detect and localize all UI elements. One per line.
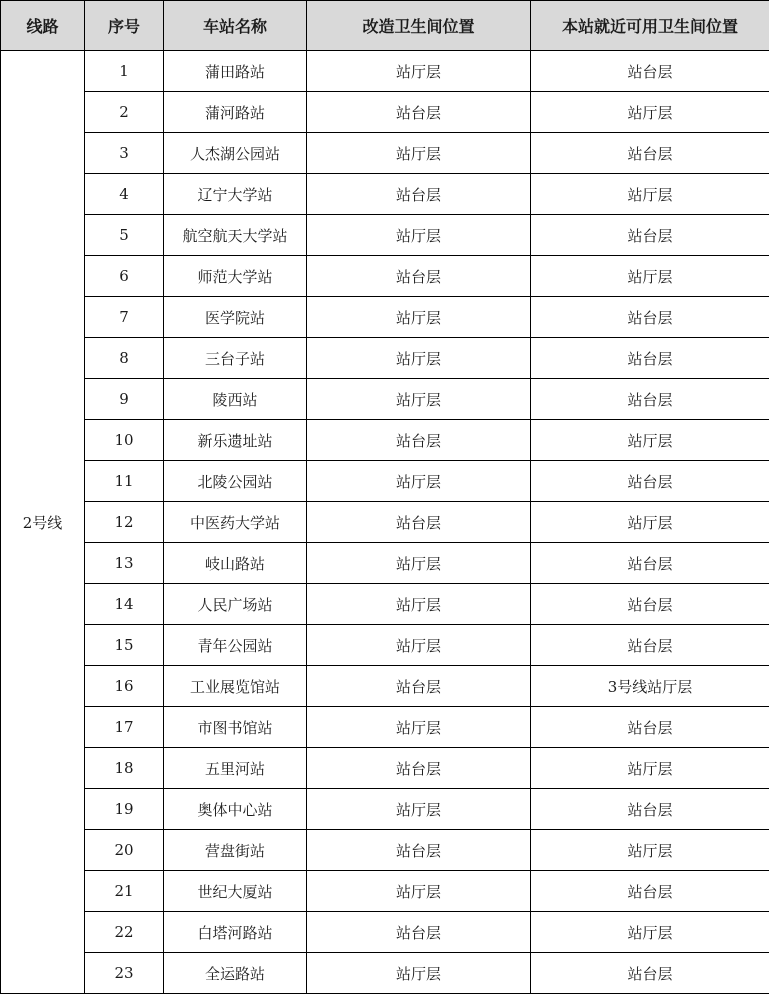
nearest-location-cell: 站台层 (531, 215, 769, 256)
station-name-cell: 岐山路站 (164, 543, 307, 584)
nearest-location-cell: 站台层 (531, 51, 769, 92)
table-row (1, 502, 769, 543)
modified-location-cell: 站厅层 (307, 789, 531, 830)
table-row (1, 51, 769, 92)
header-nearest-location: 本站就近可用卫生间位置 (531, 1, 769, 51)
modified-location-cell: 站厅层 (307, 379, 531, 420)
nearest-location-cell: 站厅层 (531, 174, 769, 215)
modified-location-cell: 站台层 (307, 256, 531, 297)
modified-location-cell: 站台层 (307, 748, 531, 789)
table-row (1, 953, 769, 994)
seq-cell: 13 (85, 543, 164, 584)
station-name-cell: 航空航天大学站 (164, 215, 307, 256)
station-name-cell: 医学院站 (164, 297, 307, 338)
nearest-location-cell: 站台层 (531, 707, 769, 748)
table-row (1, 748, 769, 789)
nearest-location-cell: 站厅层 (531, 912, 769, 953)
seq-cell: 16 (85, 666, 164, 707)
nearest-location-cell: 站台层 (531, 953, 769, 994)
station-name-cell: 营盘街站 (164, 830, 307, 871)
station-name-cell: 市图书馆站 (164, 707, 307, 748)
table-row (1, 297, 769, 338)
seq-cell: 22 (85, 912, 164, 953)
nearest-location-cell: 站厅层 (531, 256, 769, 297)
table-row (1, 666, 769, 707)
station-name-cell: 蒲田路站 (164, 51, 307, 92)
nearest-location-cell: 站厅层 (531, 830, 769, 871)
seq-cell: 15 (85, 625, 164, 666)
table-row (1, 830, 769, 871)
modified-location-cell: 站台层 (307, 830, 531, 871)
table-row (1, 338, 769, 379)
table-row (1, 174, 769, 215)
nearest-location-cell: 站台层 (531, 461, 769, 502)
header-row (1, 1, 769, 51)
modified-location-cell: 站台层 (307, 92, 531, 133)
modified-location-cell: 站厅层 (307, 543, 531, 584)
table-row (1, 420, 769, 461)
station-name-cell: 奥体中心站 (164, 789, 307, 830)
seq-cell: 17 (85, 707, 164, 748)
station-name-cell: 世纪大厦站 (164, 871, 307, 912)
nearest-location-cell: 站台层 (531, 133, 769, 174)
seq-cell: 8 (85, 338, 164, 379)
seq-cell: 14 (85, 584, 164, 625)
seq-cell: 20 (85, 830, 164, 871)
seq-cell: 19 (85, 789, 164, 830)
table-row (1, 215, 769, 256)
station-name-cell: 三台子站 (164, 338, 307, 379)
modified-location-cell: 站厅层 (307, 215, 531, 256)
modified-location-cell: 站台层 (307, 174, 531, 215)
modified-location-cell: 站台层 (307, 420, 531, 461)
modified-location-cell: 站厅层 (307, 338, 531, 379)
station-name-cell: 人民广场站 (164, 584, 307, 625)
station-name-cell: 蒲河路站 (164, 92, 307, 133)
nearest-location-cell: 站台层 (531, 789, 769, 830)
nearest-location-cell: 站台层 (531, 543, 769, 584)
station-name-cell: 新乐遗址站 (164, 420, 307, 461)
seq-cell: 12 (85, 502, 164, 543)
seq-cell: 11 (85, 461, 164, 502)
line-cell: 2号线 (1, 51, 85, 994)
station-name-cell: 辽宁大学站 (164, 174, 307, 215)
seq-cell: 6 (85, 256, 164, 297)
table-row (1, 256, 769, 297)
table-row (1, 789, 769, 830)
nearest-location-cell: 站台层 (531, 871, 769, 912)
station-name-cell: 中医药大学站 (164, 502, 307, 543)
header-modified-location: 改造卫生间位置 (307, 1, 531, 51)
modified-location-cell: 站厅层 (307, 461, 531, 502)
modified-location-cell: 站厅层 (307, 953, 531, 994)
header-station: 车站名称 (164, 1, 307, 51)
nearest-location-cell: 站厅层 (531, 92, 769, 133)
station-name-cell: 人杰湖公园站 (164, 133, 307, 174)
modified-location-cell: 站厅层 (307, 51, 531, 92)
station-name-cell: 工业展览馆站 (164, 666, 307, 707)
nearest-location-cell: 站厅层 (531, 502, 769, 543)
nearest-location-cell: 站台层 (531, 584, 769, 625)
table-row (1, 707, 769, 748)
station-name-cell: 五里河站 (164, 748, 307, 789)
header-seq: 序号 (85, 1, 164, 51)
modified-location-cell: 站厅层 (307, 625, 531, 666)
seq-cell: 4 (85, 174, 164, 215)
table-row (1, 584, 769, 625)
modified-location-cell: 站台层 (307, 502, 531, 543)
table-row (1, 871, 769, 912)
table-body (1, 51, 769, 994)
modified-location-cell: 站厅层 (307, 707, 531, 748)
nearest-location-cell: 站厅层 (531, 748, 769, 789)
nearest-location-cell: 站厅层 (531, 420, 769, 461)
modified-location-cell: 站厅层 (307, 584, 531, 625)
seq-cell: 23 (85, 953, 164, 994)
nearest-location-cell: 3号线站厅层 (531, 666, 769, 707)
header-line: 线路 (1, 1, 85, 51)
station-name-cell: 北陵公园站 (164, 461, 307, 502)
table-row (1, 543, 769, 584)
nearest-location-cell: 站台层 (531, 625, 769, 666)
table-row (1, 625, 769, 666)
modified-location-cell: 站厅层 (307, 297, 531, 338)
seq-cell: 5 (85, 215, 164, 256)
nearest-location-cell: 站台层 (531, 297, 769, 338)
seq-cell: 7 (85, 297, 164, 338)
table-row (1, 379, 769, 420)
table-row (1, 461, 769, 502)
seq-cell: 10 (85, 420, 164, 461)
seq-cell: 2 (85, 92, 164, 133)
seq-cell: 18 (85, 748, 164, 789)
modified-location-cell: 站台层 (307, 666, 531, 707)
station-name-cell: 陵西站 (164, 379, 307, 420)
modified-location-cell: 站厅层 (307, 133, 531, 174)
table-row (1, 92, 769, 133)
station-name-cell: 师范大学站 (164, 256, 307, 297)
nearest-location-cell: 站台层 (531, 379, 769, 420)
station-name-cell: 白塔河路站 (164, 912, 307, 953)
modified-location-cell: 站台层 (307, 912, 531, 953)
seq-cell: 9 (85, 379, 164, 420)
table-row (1, 133, 769, 174)
modified-location-cell: 站厅层 (307, 871, 531, 912)
station-name-cell: 全运路站 (164, 953, 307, 994)
seq-cell: 1 (85, 51, 164, 92)
station-name-cell: 青年公园站 (164, 625, 307, 666)
table-row (1, 912, 769, 953)
seq-cell: 21 (85, 871, 164, 912)
seq-cell: 3 (85, 133, 164, 174)
nearest-location-cell: 站台层 (531, 338, 769, 379)
